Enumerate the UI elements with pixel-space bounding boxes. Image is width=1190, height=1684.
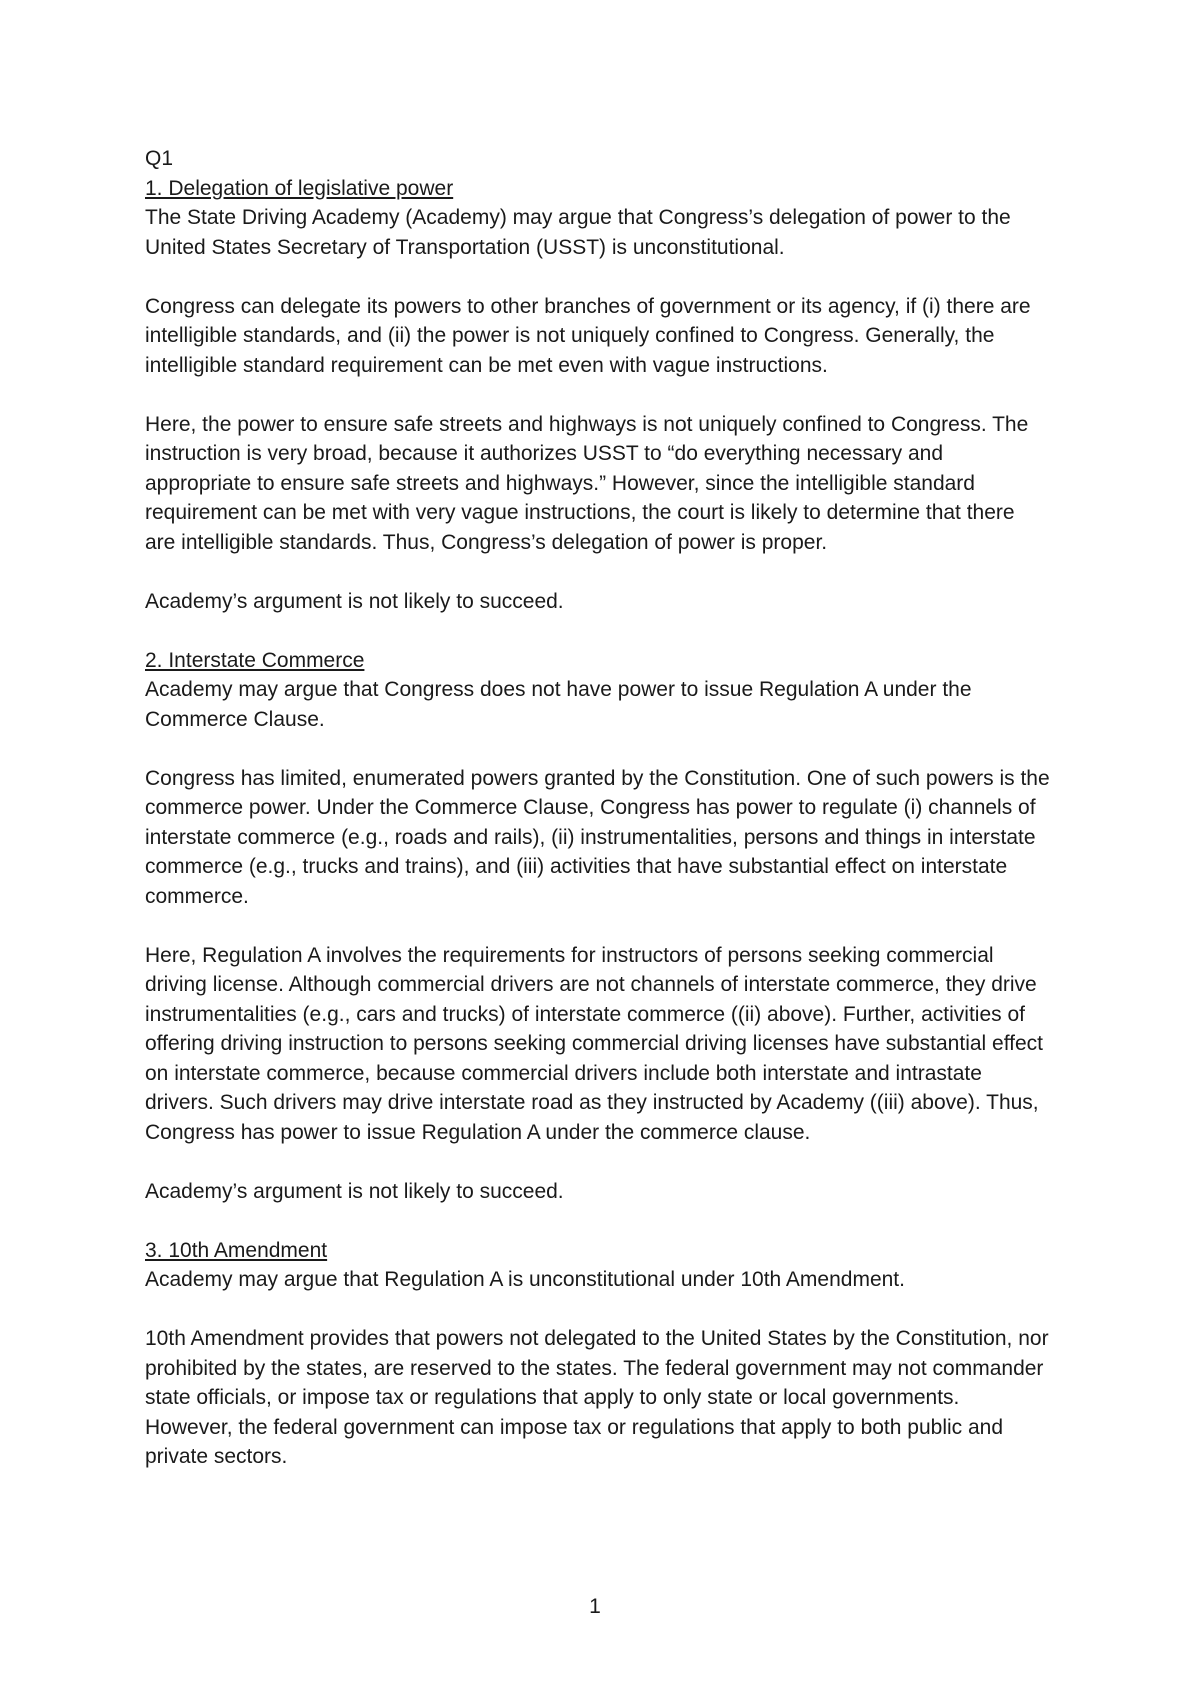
section-2-rule: Congress has limited, enumerated powers granted by the Constitution. One of such powers is the commerce power. Under the Commerce Clause, Congress has power to regulate (i) channels of interstate commerce (e.g., roads and rails), (ii) instrumentalities, persons and things in interstate commerce (e.g., trucks and trains), and (iii) activities that have substantial effect on interstate commerce. xyxy=(145,766,1050,908)
section-2-intro: Academy may argue that Congress does not have power to issue Regulation A under the Commerce Clause. xyxy=(145,678,972,731)
section-1-intro: The State Driving Academy (Academy) may argue that Congress’s delegation of power to the United States Secretary of Transportation (USST) is unconstitutional. xyxy=(145,206,1011,259)
section-1-analysis: Here, the power to ensure safe streets and highways is not uniquely confined to Congress. The instruction is very broad, because it authorizes USST to “do everything necessary and appropriate to ensure safe streets and highways.” However, since the intelligible standard requirement can be met with very vague instructions, the court is likely to determine that there are intelligible standards. Thus, Congress’s delegation of power is proper. xyxy=(145,412,1029,554)
section-2-heading: 2. Interstate Commerce xyxy=(145,648,365,672)
section-1-heading: 1. Delegation of legislative power xyxy=(145,176,454,200)
section-3-heading: 3. 10th Amendment xyxy=(145,1238,328,1262)
page-number: 1 xyxy=(589,1595,601,1618)
section-1-rule: Congress can delegate its powers to other branches of government or its agency, if (i) there are intelligible standards, and (ii) the power is not uniquely confined to Congress. Generally, the intelligible standard requirement can be met even with vague instructions. xyxy=(145,294,1031,377)
section-2-analysis: Here, Regulation A involves the requirements for instructors of persons seeking commercial driving license. Although commercial drivers are not channels of interstate commerce, they drive instrumentalities (e.g., cars and trucks) of interstate commerce ((ii) above). Further, activities of offering driving instruction to persons seeking commercial driving licenses have substantial effect on interstate commerce, because commercial drivers include both interstate and intrastate drivers. Such drivers may drive interstate road as they instructed by Academy ((iii) above). Thus, Congress has power to issue Regulation A under the commerce clause. xyxy=(145,943,1044,1144)
section-1-conclusion: Academy’s argument is not likely to succeed. xyxy=(145,589,564,613)
section-2-conclusion: Academy’s argument is not likely to succeed. xyxy=(145,1179,564,1203)
question-label: Q1 xyxy=(145,147,174,170)
document-body xyxy=(145,144,1050,1472)
section-3-intro: Academy may argue that Regulation A is unconstitutional under 10th Amendment. xyxy=(145,1268,905,1291)
section-3-rule: 10th Amendment provides that powers not delegated to the United States by the Constitution, nor prohibited by the states, are reserved to the states. The federal government may not commander state officials, or impose tax or regulations that apply to only state or local governments. However, the federal government can impose tax or regulations that apply to both public and private sectors. xyxy=(145,1327,1049,1468)
